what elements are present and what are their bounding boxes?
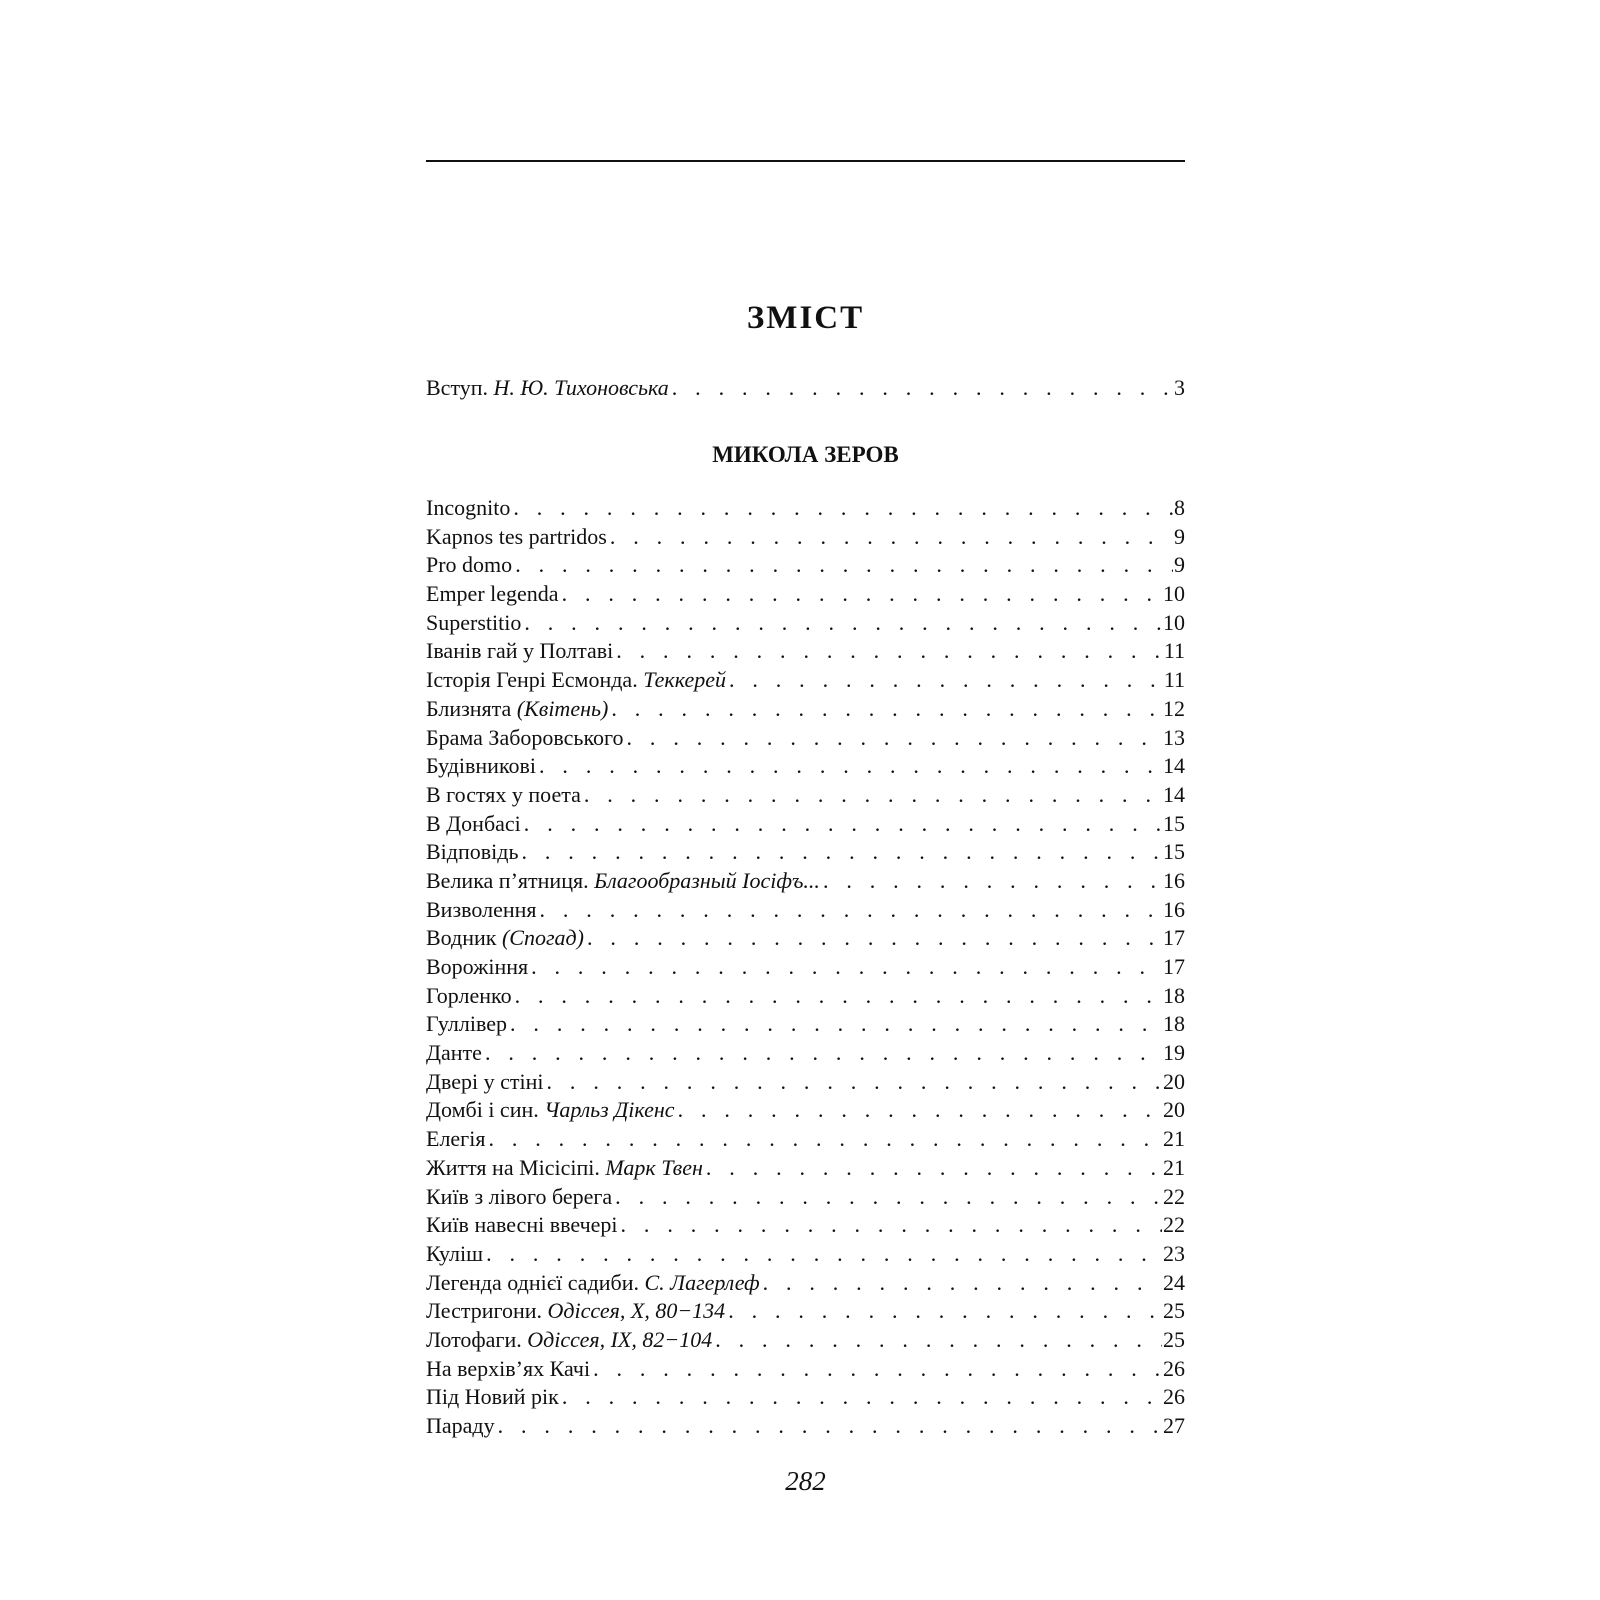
dot-leader: [729, 666, 1163, 695]
dot-leader: [498, 1412, 1162, 1441]
entry-page-number: 22: [1163, 1183, 1185, 1209]
entry-page-number: 22: [1163, 1212, 1185, 1238]
dot-leader: [562, 1383, 1162, 1412]
toc-entry: [426, 982, 1185, 1011]
dot-leader: [611, 695, 1162, 724]
toc-entry: [426, 724, 1185, 753]
entry-title: Життя на Місісіпі.: [426, 1154, 600, 1180]
dot-leader: [678, 1096, 1162, 1125]
entry-page-number: 16: [1163, 896, 1185, 922]
toc-intro: [426, 374, 1185, 403]
toc-entry: [426, 1383, 1185, 1412]
dot-leader: [521, 838, 1162, 867]
entry-title: Відповідь: [426, 839, 519, 865]
entry-title: Superstitio: [426, 609, 522, 635]
entry-title: В Донбасі: [426, 810, 521, 836]
entry-title: Параду: [426, 1413, 495, 1438]
dot-leader: [515, 551, 1173, 580]
toc-entry: [426, 1010, 1185, 1039]
toc-entry: [426, 1326, 1185, 1355]
entry-title: На верхів’ях Качі: [426, 1355, 591, 1381]
entry-page-number: 9: [1174, 552, 1185, 578]
entry-page-number: 15: [1163, 839, 1185, 865]
toc-entry: [426, 580, 1185, 609]
entry-page-number: 19: [1163, 1040, 1185, 1066]
entry-page-number: 18: [1163, 982, 1185, 1008]
toc-entry: [426, 523, 1185, 552]
entry-title: Двері у стіні: [426, 1068, 544, 1094]
dot-leader: [715, 1326, 1162, 1355]
dot-leader: [515, 982, 1162, 1011]
toc-entry: [426, 1039, 1185, 1068]
dot-leader: [531, 953, 1162, 982]
toc-entry: [426, 1412, 1185, 1441]
toc-entry: [426, 1355, 1185, 1384]
entry-author: Одіссея, IX, 82−104: [527, 1326, 713, 1352]
dot-leader: [486, 1240, 1162, 1269]
toc-entry: [426, 752, 1185, 781]
entry-author: Марк Твен: [605, 1154, 703, 1180]
entry-author: С. Лагерлеф: [644, 1269, 760, 1295]
entry-title: Близнята: [426, 695, 512, 721]
entry-title: Домбі і син.: [426, 1097, 539, 1123]
entry-title: Київ з лівого берега: [426, 1183, 613, 1209]
toc-entry: [426, 1211, 1185, 1240]
toc-entry: [426, 953, 1185, 982]
entry-page-number: 11: [1163, 638, 1185, 664]
entry-title: Київ навесні ввечері: [426, 1212, 618, 1238]
entry-title: Данте: [426, 1040, 482, 1066]
toc-entry: [426, 1125, 1185, 1154]
toc-list: [426, 494, 1185, 1441]
toc-entry: [426, 637, 1185, 666]
entry-title: Визволення: [426, 896, 537, 922]
toc-entry: [426, 1297, 1185, 1326]
entry-author: Н. Ю. Тихоновська: [493, 375, 669, 400]
toc-entry: [426, 924, 1185, 953]
toc-entry-intro: [426, 374, 1185, 403]
entry-title: В гостях у поета: [426, 781, 581, 807]
entry-page-number: 25: [1163, 1326, 1185, 1352]
entry-page-number: 17: [1163, 925, 1185, 951]
entry-page-number: 21: [1163, 1154, 1185, 1180]
dot-leader: [728, 1297, 1162, 1326]
toc-entry: [426, 896, 1185, 925]
entry-title: Pro domo: [426, 552, 513, 578]
dot-leader: [524, 810, 1162, 839]
toc-entry: [426, 1240, 1185, 1269]
toc-entry: [426, 1068, 1185, 1097]
dot-leader: [672, 374, 1173, 403]
entry-page-number: 14: [1163, 753, 1185, 779]
entry-page-number: 14: [1163, 781, 1185, 807]
toc-entry: [426, 494, 1185, 523]
toc-entry: [426, 810, 1185, 839]
entry-page-number: 11: [1163, 667, 1185, 693]
entry-page-number: 15: [1163, 810, 1185, 836]
dot-leader: [485, 1039, 1162, 1068]
toc-entry: [426, 1154, 1185, 1183]
entry-page-number: 12: [1163, 695, 1185, 721]
entry-page-number: 26: [1163, 1355, 1185, 1381]
entry-page-number: 17: [1163, 954, 1185, 979]
toc-entry: [426, 666, 1185, 695]
toc-entry: [426, 1096, 1185, 1125]
dot-leader: [584, 781, 1162, 810]
entry-page-number: 13: [1163, 724, 1185, 750]
entry-title: Incognito: [426, 495, 511, 520]
dot-leader: [562, 580, 1162, 609]
dot-leader: [627, 724, 1162, 753]
entry-author: Теккерей: [643, 667, 726, 693]
entry-title: Лотофаги.: [426, 1326, 522, 1352]
toc-entry: [426, 695, 1185, 724]
dot-leader: [610, 523, 1173, 552]
entry-page-number: 27: [1163, 1413, 1185, 1438]
entry-title: Іванів гай у Полтаві: [426, 638, 614, 664]
section-heading: МИКОЛА ЗЕРОВ: [712, 442, 899, 467]
entry-page-number: 10: [1163, 609, 1185, 635]
entry-page-number: 26: [1163, 1384, 1185, 1410]
entry-title: Легенда однієї садиби.: [426, 1269, 639, 1295]
entry-title: Історія Генрі Есмонда.: [426, 667, 638, 693]
dot-leader: [524, 609, 1162, 638]
entry-page-number: 20: [1163, 1068, 1185, 1094]
entry-title: Під Новий рік: [426, 1384, 559, 1410]
dot-leader: [513, 494, 1173, 523]
entry-title: Kapnos tes partridos: [426, 523, 607, 549]
entry-title: Вступ.: [426, 375, 489, 400]
toc-entry: [426, 1183, 1185, 1212]
entry-title: Велика п’ятниця.: [426, 867, 589, 893]
dot-leader: [510, 1010, 1162, 1039]
entry-author: (Квітень): [516, 695, 609, 721]
dot-leader: [587, 924, 1162, 953]
entry-author: Чарльз Дікенс: [544, 1097, 675, 1123]
entry-page-number: 23: [1163, 1240, 1185, 1266]
entry-title: Водник: [426, 925, 497, 951]
entry-title: Куліш: [426, 1240, 484, 1266]
page-title: ЗМІСТ: [746, 300, 865, 336]
dot-leader: [540, 896, 1163, 925]
toc-entry: [426, 867, 1185, 896]
dot-leader: [615, 1183, 1162, 1212]
entry-title: Будівникові: [426, 753, 537, 779]
entry-title: Брама Заборовського: [426, 724, 624, 750]
dot-leader: [616, 637, 1163, 666]
entry-page-number: 21: [1163, 1126, 1185, 1152]
entry-title: Ворожіння: [426, 954, 529, 979]
entry-page-number: 20: [1163, 1097, 1185, 1123]
dot-leader: [593, 1355, 1162, 1384]
toc-entry: [426, 609, 1185, 638]
entry-page-number: 16: [1163, 867, 1185, 893]
entry-page-number: 25: [1163, 1298, 1185, 1324]
toc-entry: [426, 838, 1185, 867]
dot-leader: [488, 1125, 1162, 1154]
header-rule: [426, 160, 1185, 162]
entry-page-number: 18: [1163, 1011, 1185, 1037]
entry-page-number: 10: [1163, 581, 1185, 607]
dot-leader: [621, 1211, 1162, 1240]
entry-title: Елегія: [426, 1126, 486, 1152]
entry-title: Emper legenda: [426, 581, 559, 607]
toc-entry: [426, 551, 1185, 580]
page-number: 282: [785, 1466, 826, 1496]
entry-author: Благообразный Іосіфъ...: [594, 867, 820, 893]
dot-leader: [547, 1068, 1162, 1097]
dot-leader: [706, 1154, 1162, 1183]
entry-page-number: 24: [1163, 1269, 1185, 1295]
entry-author: (Спогад): [501, 925, 585, 951]
dot-leader: [823, 867, 1162, 896]
dot-leader: [539, 752, 1162, 781]
toc-entry: [426, 781, 1185, 810]
toc-entry: [426, 1269, 1185, 1298]
dot-leader: [763, 1269, 1162, 1298]
entry-title: Гуллівер: [426, 1011, 508, 1037]
entry-author: Одіссея, X, 80−134: [547, 1298, 726, 1324]
entry-page-number: 9: [1174, 523, 1185, 549]
entry-page-number: 8: [1174, 495, 1185, 520]
entry-title: Лестригони.: [426, 1298, 543, 1324]
entry-page-number: 3: [1174, 375, 1185, 400]
entry-title: Горленко: [426, 982, 512, 1008]
